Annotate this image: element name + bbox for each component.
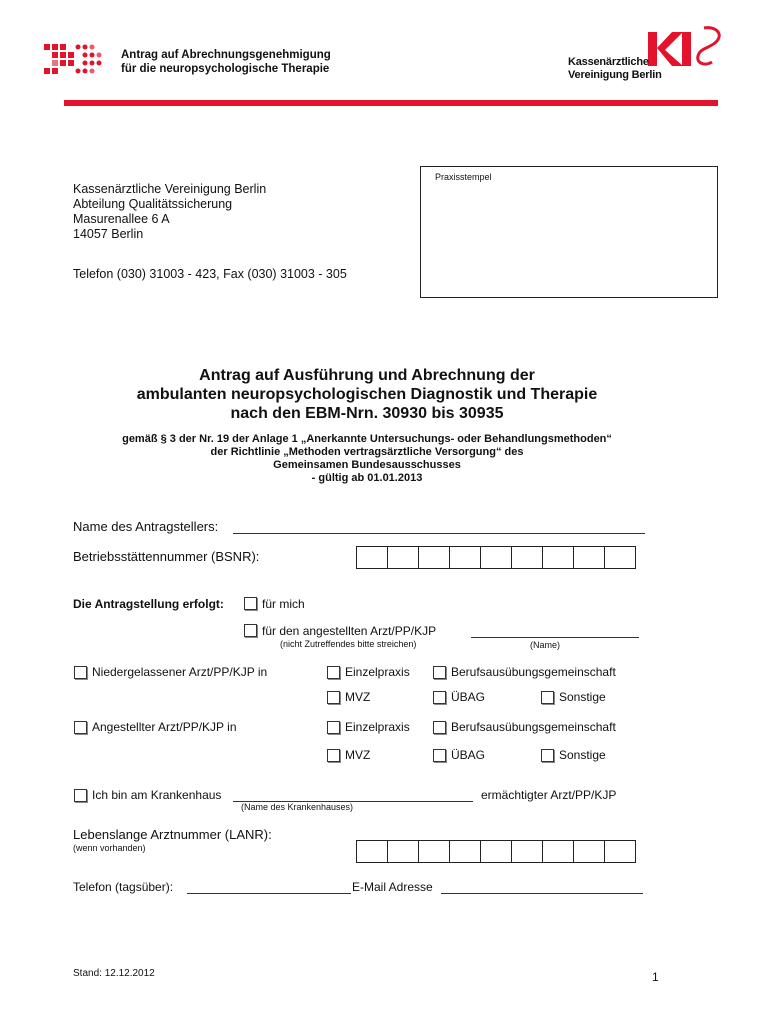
name-label: Name des Antragstellers: [73, 519, 219, 534]
bsnr-digit[interactable] [511, 546, 543, 569]
title-line1: Antrag auf Ausführung und Abrechnung der [199, 367, 535, 384]
bsnr-digit[interactable] [418, 546, 450, 569]
niedergelassen-label: Niedergelassener Arzt/PP/KJP in [92, 665, 268, 679]
header-divider [64, 100, 718, 106]
ang-mvz-checkbox[interactable] [327, 749, 340, 762]
ang-uebag-checkbox[interactable] [433, 749, 446, 762]
lanr-digit[interactable] [573, 840, 605, 863]
lanr-label: Lebenslange Arztnummer (LANR): [73, 827, 272, 842]
header-title-line1: Antrag auf Abrechnungsgenehmigung [121, 49, 331, 61]
nied-einzelpraxis-checkbox[interactable] [327, 666, 340, 679]
praxisstempel-box [420, 166, 718, 298]
kbv-arrows-logo [42, 42, 106, 76]
niedergelassen-checkbox[interactable] [74, 666, 87, 679]
ang-sonstige-label: Sonstige [559, 748, 606, 762]
email-label: E-Mail Adresse [352, 880, 433, 894]
fuer-angestellten-checkbox[interactable] [244, 624, 257, 637]
bsnr-digit[interactable] [542, 546, 574, 569]
angestellt-checkbox[interactable] [74, 721, 87, 734]
ang-uebag-label: ÜBAG [451, 748, 486, 762]
telefon-label: Telefon (tagsüber): [73, 880, 174, 894]
subtitle-line1: gemäß § 3 der Nr. 19 der Anlage 1 „Anerkannte Untersuchungs- oder Behandlungsmethoden“ [122, 433, 612, 445]
antragstellung-label: Die Antragstellung erfolgt: [73, 597, 224, 611]
email-input-line[interactable] [441, 892, 643, 894]
address-line4: 14057 Berlin [73, 227, 144, 241]
nied-sonstige-checkbox[interactable] [541, 691, 554, 704]
nied-einzelpraxis-label: Einzelpraxis [345, 665, 410, 679]
bsnr-label: Betriebsstättennummer (BSNR): [73, 549, 260, 564]
header-title [121, 48, 331, 76]
telefon-input-line[interactable] [187, 892, 351, 894]
angestellter-name-line[interactable] [471, 636, 639, 638]
lanr-digit[interactable] [511, 840, 543, 863]
address-line2: Abteilung Qualitätssicherung [73, 197, 233, 211]
ang-bag-label: Berufsausübungsgemeinschaft [451, 720, 616, 734]
praxisstempel-label: Praxisstempel [435, 172, 492, 182]
subtitle-line3: Gemeinsamen Bundesausschusses [273, 459, 461, 471]
document-title [60, 366, 674, 423]
bsnr-digit[interactable] [449, 546, 481, 569]
address-line1: Kassenärztliche Vereinigung Berlin [73, 182, 267, 196]
lanr-hint: (wenn vorhanden) [73, 843, 146, 853]
document-subtitle [60, 433, 674, 485]
nied-uebag-label: ÜBAG [451, 690, 486, 704]
nied-uebag-checkbox[interactable] [433, 691, 446, 704]
nied-sonstige-label: Sonstige [559, 690, 606, 704]
fuer-mich-checkbox[interactable] [244, 597, 257, 610]
lanr-digit[interactable] [387, 840, 419, 863]
bsnr-input[interactable] [356, 546, 635, 569]
subtitle-line2: der Richtlinie „Methoden vertragsärztliche Versorgung“ des [210, 446, 524, 458]
nied-bag-label: Berufsausübungsgemeinschaft [451, 665, 616, 679]
lanr-digit[interactable] [449, 840, 481, 863]
fuer-angestellten-label: für den angestellten Arzt/PP/KJP [262, 624, 437, 638]
ermaechtigt-label: ermächtigter Arzt/PP/KJP [481, 788, 617, 802]
page-number: 1 [652, 970, 659, 984]
angestellt-label: Angestellter Arzt/PP/KJP in [92, 720, 237, 734]
ang-einzelpraxis-label: Einzelpraxis [345, 720, 410, 734]
kv-berlin-wordmark [568, 56, 662, 82]
bsnr-digit[interactable] [573, 546, 605, 569]
lanr-digit[interactable] [356, 840, 388, 863]
fuer-mich-label: für mich [262, 597, 305, 611]
ang-einzelpraxis-checkbox[interactable] [327, 721, 340, 734]
krankenhaus-hint: (Name des Krankenhauses) [241, 802, 354, 812]
kv-line1: Kassenärztliche [568, 56, 649, 68]
stand-date: Stand: 12.12.2012 [73, 968, 155, 979]
bsnr-digit[interactable] [604, 546, 636, 569]
name-hint: (Name) [530, 640, 561, 650]
krankenhaus-checkbox[interactable] [74, 789, 87, 802]
lanr-digit[interactable] [480, 840, 512, 863]
address-line3: Masurenallee 6 A [73, 212, 170, 226]
nied-mvz-label: MVZ [345, 690, 371, 704]
bsnr-digit[interactable] [356, 546, 388, 569]
bsnr-digit[interactable] [480, 546, 512, 569]
nied-mvz-checkbox[interactable] [327, 691, 340, 704]
name-input-line[interactable] [233, 532, 645, 534]
ang-sonstige-checkbox[interactable] [541, 749, 554, 762]
nied-bag-checkbox[interactable] [433, 666, 446, 679]
title-line3: nach den EBM-Nrn. 30930 bis 30935 [230, 405, 504, 422]
krankenhaus-label: Ich bin am Krankenhaus [92, 788, 222, 802]
recipient-phone: Telefon (030) 31003 - 423, Fax (030) 31003 - 305 [73, 267, 347, 281]
ang-mvz-label: MVZ [345, 748, 371, 762]
bsnr-digit[interactable] [387, 546, 419, 569]
lanr-input[interactable] [356, 840, 635, 863]
recipient-address [73, 182, 266, 242]
lanr-digit[interactable] [604, 840, 636, 863]
kv-line2: Vereinigung Berlin [568, 69, 662, 81]
nicht-zutreffendes-hint: (nicht Zutreffendes bitte streichen) [280, 639, 417, 649]
ang-bag-checkbox[interactable] [433, 721, 446, 734]
subtitle-line4: - gültig ab 01.01.2013 [311, 472, 423, 484]
title-line2: ambulanten neuropsychologischen Diagnostik und Therapie [136, 386, 598, 403]
lanr-digit[interactable] [418, 840, 450, 863]
lanr-digit[interactable] [542, 840, 574, 863]
header-title-line2: für die neuropsychologische Therapie [121, 63, 330, 75]
